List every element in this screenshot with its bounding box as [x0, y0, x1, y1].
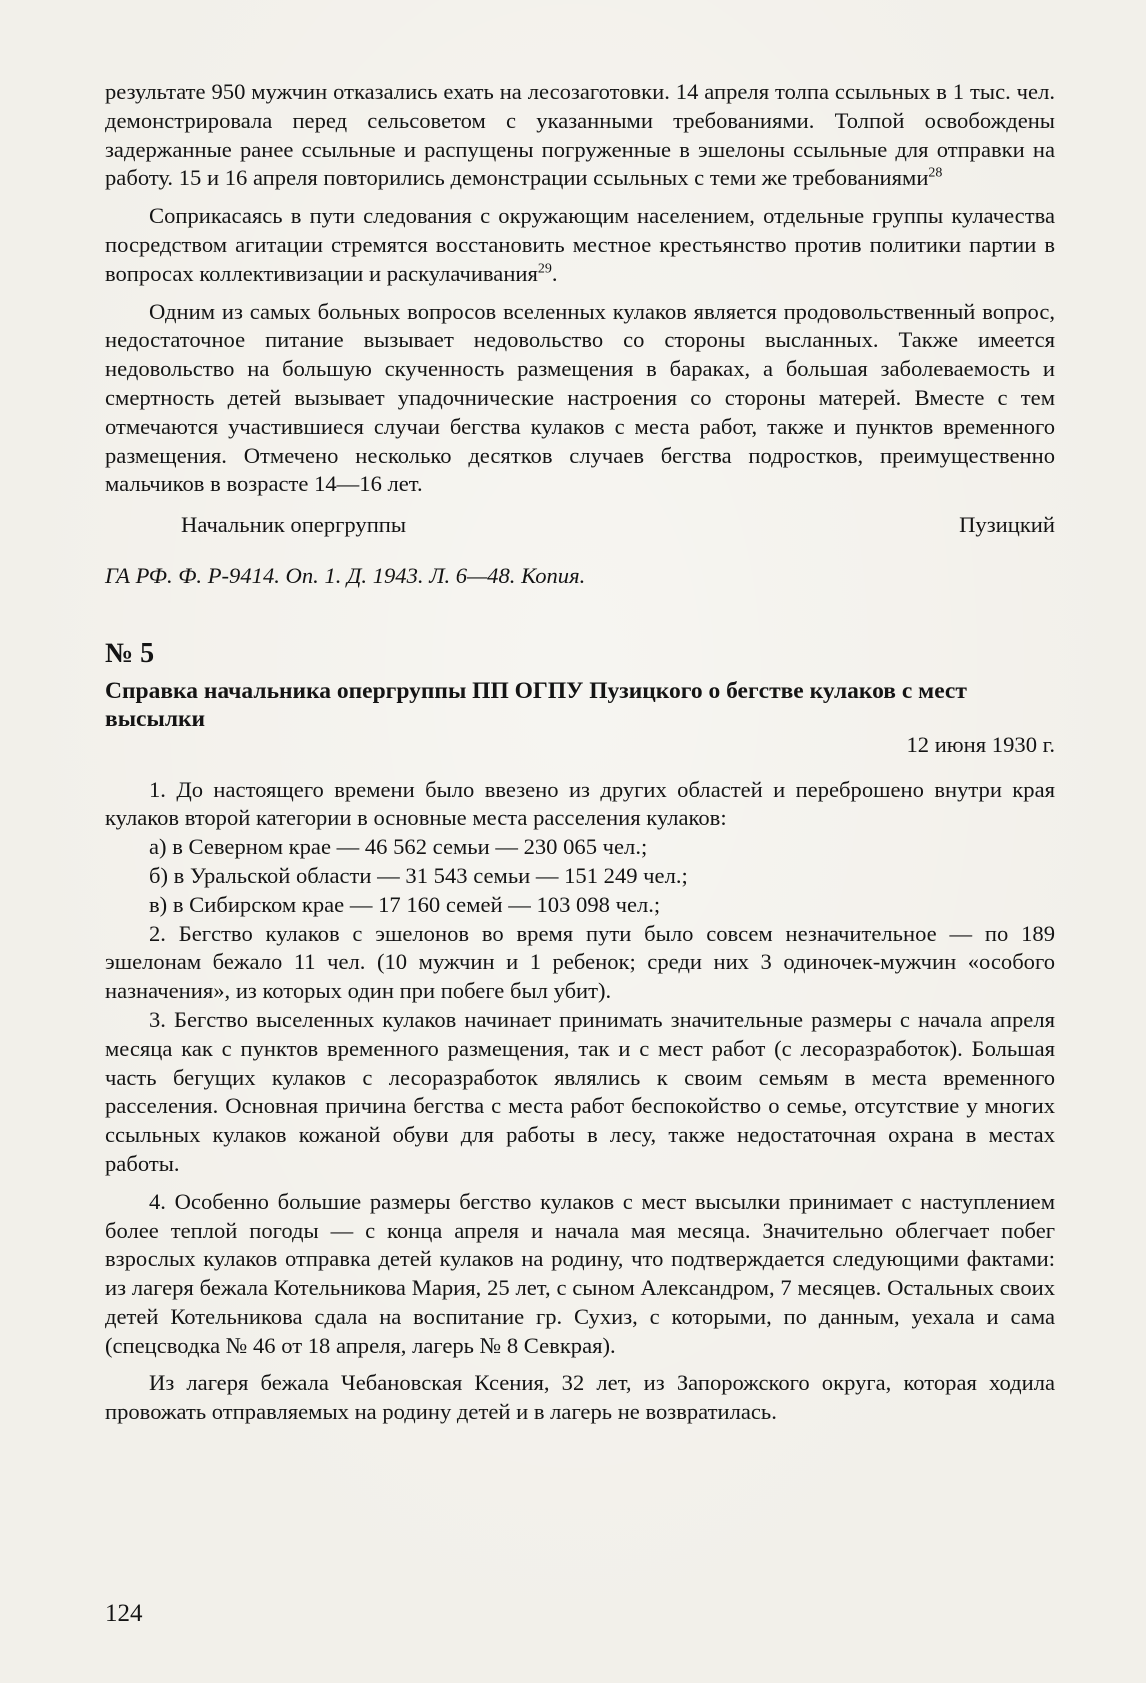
signature-name: Пузицкий [959, 512, 1055, 538]
item-1: 1. До настоящего времени было ввезено из других областей и переброшено внутри края кулаков второй категории в основные места расселения кулаков: [105, 776, 1055, 831]
item-4: 4. Особенно большие размеры бегство кулаков с мест высылки принимает с наступлением более теплой погоды — с конца апреля и начала мая месяца. Значительно облегчает побег взрослых кулаков отправка детей кулаков на родину, что подтверждается следующими фактами: из лагеря бежала Котельникова Мария, 25 лет, с сыном Александром, 7 месяцев. Остальных своих детей Котельникова сдала на воспитание гр. Сухиз, с которыми, по данным, уехала и сама (спецсводка № 46 от 18 апреля, лагерь № 8 Севкрая). [105, 1188, 1055, 1358]
signature-line [105, 511, 1055, 540]
item-5: Из лагеря бежала Чебановская Ксения, 32 лет, из Запорожского округа, которая ходила провожать отправляемых на родину детей и в лагерь не возвратилась. [105, 1370, 1055, 1425]
paragraph-agitation: Соприкасаясь в пути следования с окружающим населением, отдельные группы кулачества посредством агитации стремятся восстановить местное крестьянство против политики партии в вопросах коллективизации и раскулачивания$^{29}$. [105, 203, 1055, 286]
document-number: № 5 [105, 637, 155, 669]
footnote-ref-29: 29 [537, 261, 552, 277]
page-text [105, 78, 1055, 1427]
signature-position: Начальник опергруппы [181, 512, 407, 538]
item-3: 3. Бегство выселенных кулаков начинает принимать значительные размеры с начала апреля месяца как с пунктов временного размещения, так и с мест работ (с лесоразработок). Большая часть бегущих кулаков с лесоразработок являлись к своим семьям в места временного расселения. Основная причина бегства с места работ беспокойство о семье, отсутствие у многих ссыльных кулаков кожаной обуви для работы в лесу, также недостаточная охрана в местах работы. [105, 1006, 1055, 1176]
list-item-north: а) в Северном крае — 46 562 семьи — 230 065 чел.; [149, 834, 648, 860]
archive-source: ГА РФ. Ф. Р-9414. Оп. 1. Д. 1943. Л. 6—48. Копия. [105, 562, 586, 588]
list-item-siberia: в) в Сибирском крае — 17 160 семей — 103 098 чел.; [149, 891, 661, 917]
paragraph-demonstrations: результате 950 мужчин отказались ехать на лесозаготовки. 14 апреля толпа ссыльных в 1 тыс. чел. демонстрировала перед сельсоветом с указанными требованиями. Толпой освобождены задержанные ранее ссыльные и распущены погруженные в эшелоны ссыльные для отправки на работу. 15 и 16 апреля повторились демонстрации ссыльных с теми же требованиями$^{28}$ [105, 79, 1055, 191]
footnote-ref-28: 28 [928, 165, 943, 181]
document-title: Справка начальника опергруппы ПП ОГПУ Пузицкого о бегстве кулаков с мест высылки [105, 677, 967, 732]
paragraph-food-issue: Одним из самых больных вопросов вселенных кулаков является продовольственный вопрос, недостаточное питание вызывает недовольство со стороны высланных. Также имеется недовольство на большую скученность размещения в бараках, а большая заболеваемость и смертность детей вызывает упадочнические настроения со стороны матерей. Вместе с тем отмечаются участившиеся случаи бегства кулаков с места работ, также и пунктов временного размещения. Отмечено несколько десятков случаев бегства подростков, преимущественно мальчиков в возрасте 14—16 лет. [105, 298, 1055, 497]
page-number: 124 [105, 1600, 143, 1627]
item-2: 2. Бегство кулаков с эшелонов во время пути было совсем незначительное — по 189 эшелонам бежало 11 чел. (10 мужчин и 1 ребенок; среди них 3 одиночек-мужчин «особого назначения», из которых один при побеге был убит). [105, 920, 1055, 1004]
list-item-ural: б) в Уральской области — 31 543 семьи — 151 249 чел.; [149, 862, 688, 888]
document-date: 12 июня 1930 г. [906, 731, 1055, 757]
